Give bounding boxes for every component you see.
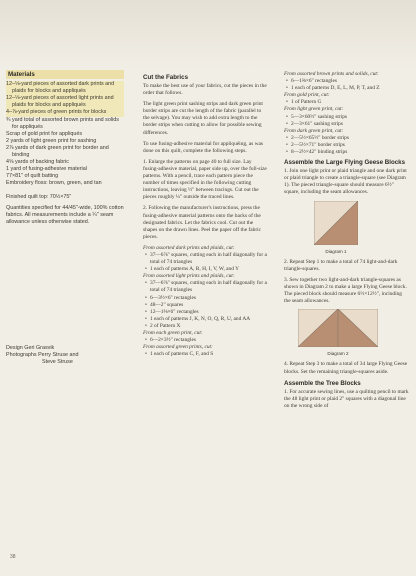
- geese-step-4: 4. Repeat Step 3 to make a total of 34 large Flying Geese blocks. Set the remaining triangle-squares aside.: [284, 361, 408, 375]
- light-prints-list: [143, 280, 268, 330]
- geese-step-3: 3. Sew together two light-and-dark triangle-squares as shown in Diagram 2 to make a large Flying Geese block. The pieced block should measure 6½×12½", including the seam allowances.: [284, 276, 407, 305]
- gold-print-list: [284, 99, 409, 106]
- brown-prints-heading: From assorted brown prints and solids, cut:: [284, 71, 379, 77]
- materials-item: 1 yard of fusing-adhesive material: [6, 166, 87, 173]
- cut-fabrics-column: [143, 74, 268, 358]
- materials-item: Scrap of gold print for appliqués: [6, 130, 83, 137]
- geese-step-2: 2. Repeat Step 1 to make a total of 74 light-and-dark triangle-squares.: [284, 258, 398, 272]
- geese-step-1: 1. Join one light print or plaid triangle and one dark print or plaid triangle to create a triangle-square (see Diagram 1). The pieced triangle-square should measure 6½" square, including the seam allowances.: [284, 168, 407, 196]
- credit-line: Steve Struse: [42, 359, 73, 366]
- cut-item: • 6—3½×6" rectangles: [143, 295, 268, 302]
- materials-item: 2⅞ yards of dark green print for border and binding: [6, 144, 109, 159]
- light-green-list: [284, 114, 409, 128]
- cut-item: • 1 each of patterns C, F, and S: [143, 351, 268, 358]
- paragraph: To use fusing-adhesive material for appliquéing, as was done on this quilt, complete the following steps.: [143, 140, 263, 154]
- materials-item: Embroidery floss: brown, green, and tan: [6, 180, 102, 187]
- cut-item: • 1 each of patterns J, K, N, O, Q, R, U, and AA: [143, 316, 268, 323]
- diagram-2-caption: Diagram 2: [327, 351, 349, 357]
- light-prints-heading: From assorted light prints and plaids, cut:: [143, 273, 235, 280]
- materials-item: ¾ yard total of assorted brown prints and solids for appliqués: [6, 116, 119, 130]
- page-number: 38: [10, 554, 16, 560]
- cut-item: • 48—2" squares: [143, 302, 268, 309]
- cut-item: • 5—3×60½" sashing strips: [284, 114, 409, 121]
- step-2: 2. Following the manufacturer's instructions, press the fusing-adhesive material patterns onto the backs of the designated fabrics. Let the fabrics cool. Cut out the shapes on the drawn lines. Peel the paper off the fabric pieces.: [143, 205, 262, 240]
- assembly-column: [284, 71, 409, 414]
- materials-list: [6, 81, 124, 187]
- materials-note: Quantities specified for 44/45"-wide, 100% cotton fabrics. All measurements include a ¼" seam allowance unless otherwise stated.: [6, 204, 124, 225]
- paragraph: To make the best use of your fabrics, cut the pieces in the order that follows.: [143, 83, 267, 97]
- gold-print-heading: From gold print, cut:: [284, 92, 330, 99]
- cut-item: • 2 of Pattern X: [143, 323, 268, 330]
- cut-item: • 2—3×61" sashing strips: [284, 121, 409, 128]
- brown-prints-list: [284, 78, 409, 92]
- materials-item: 4–⅞-yard pieces of green prints for blocks: [6, 109, 124, 116]
- credit-line: Photographs Perry Struse and: [6, 351, 79, 358]
- tree-step-1: 1. For accurate sewing lines, use a quilting pencil to mark the 48 light print or plaid 2" squares with a diagonal line on the wrong side of: [284, 388, 409, 409]
- materials-item: 77×81" of quilt batting: [6, 173, 59, 180]
- finished-size: Finished quilt top: 70½×75": [6, 193, 72, 200]
- tree-blocks-heading: Assemble the Tree Blocks: [284, 379, 361, 387]
- dark-green-heading: From dark green print, cut:: [284, 127, 344, 134]
- cut-item: • 6—2×3½" rectangles: [143, 337, 268, 344]
- materials-item: 12–⅛-yard pieces of assorted dark prints and plaids for blocks and appliqués: [6, 81, 124, 95]
- green-print-list: [143, 337, 268, 344]
- materials-item: 12–⅛-yard pieces of assorted light prints and plaids for blocks and appliqués: [6, 95, 124, 109]
- flying-geese-illustration: [298, 309, 378, 347]
- paragraph: The light green print sashing strips and dark green print border strips are cut the length of the fabric (parallel to the selvage). You may wish to add extra length to the border strips when cutting to allow for possible sewing differences.: [143, 101, 263, 136]
- materials-item: 4⅝ yards of backing fabric: [6, 159, 69, 166]
- green-prints-heading: From assorted green prints, cut:: [143, 344, 213, 351]
- cut-item: • 2—5½×71" border strips: [284, 142, 409, 149]
- step-1: 1. Enlarge the patterns on page 40 to full size. Lay fusing-adhesive material, paper side up, over the full-size patterns. With a pencil, trace each pattern piece the number of times specified in the following cutting instructions, leaving ½" between tracings. Cut out the pieces roughly ¼" outside the traced lines.: [143, 158, 267, 201]
- cut-item: • 1 each of patterns A, B, H, I, V, W, and Y: [143, 266, 268, 273]
- diagram-1: [314, 201, 409, 255]
- green-print-heading: From each green print, cut:: [143, 330, 203, 336]
- dark-green-list: [284, 135, 409, 156]
- flying-geese-heading: Assemble the Large Flying Geese Blocks: [284, 159, 406, 167]
- materials-column: [6, 70, 124, 366]
- triangle-square-illustration: [314, 201, 358, 245]
- cut-item: • 1 of Pattern G: [284, 99, 409, 106]
- credit-line: Design Geri Grasvik: [6, 344, 55, 351]
- cut-fabrics-heading: Cut the Fabrics: [143, 74, 189, 81]
- materials-heading: Materials: [6, 70, 124, 79]
- green-prints-list: [143, 351, 268, 358]
- cut-item: • 6—1⅜×6" rectangles: [284, 78, 409, 85]
- light-green-heading: From light green print, cut:: [284, 106, 344, 113]
- dark-prints-heading: From assorted dark prints and plaids, cut:: [143, 244, 235, 251]
- dark-prints-list: [143, 252, 268, 273]
- diagram-1-caption: Diagram 1: [325, 248, 347, 254]
- cut-item: • 2—5½×65½" border strips: [284, 135, 409, 142]
- materials-item: 2 yards of light green print for sashing: [6, 137, 97, 144]
- top-shadow: [0, 0, 416, 70]
- cut-item: • 37—6⅞" squares, cutting each in half diagonally for a total of 74 triangles: [143, 252, 268, 266]
- cut-item: • 12—1⅜×6" rectangles: [143, 309, 268, 316]
- diagram-2: [298, 309, 409, 357]
- cut-item: • 1 each of patterns D, E, L, M, P, T, and Z: [284, 85, 409, 92]
- cut-item: • 37—6⅞" squares, cutting each in half diagonally for a total of 74 triangles: [143, 280, 268, 294]
- cut-item: • 8—2½×42" binding strips: [284, 149, 409, 156]
